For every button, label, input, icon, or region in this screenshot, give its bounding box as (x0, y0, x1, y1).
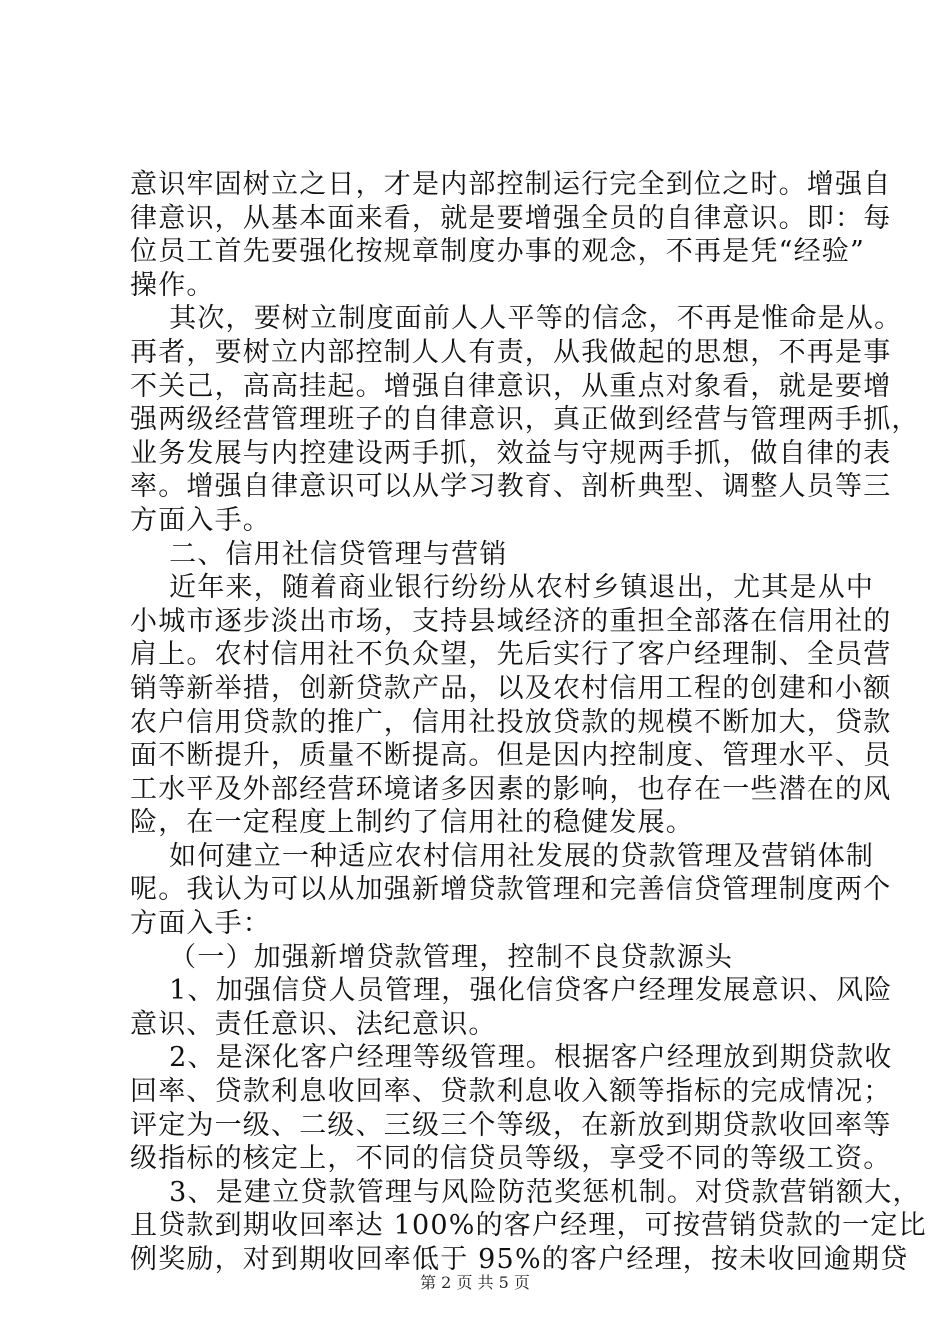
text-line: 且贷款到期收回率达 100%的客户经理，可按营销贷款的一定比 (130, 1210, 927, 1242)
text-line: 律意识，从基本面来看，就是要增强全员的自律意识。即：每 (130, 202, 892, 234)
text-line: 险，在一定程度上制约了信用社的稳健发展。 (130, 807, 694, 839)
text-line: 位员工首先要强化按规章制度办事的观念，不再是凭“经验” (130, 236, 866, 268)
text-line: 农户信用贷款的推广，信用社投放贷款的规模不断加大，贷款 (130, 706, 892, 738)
subsection-heading: （一）加强新增贷款管理，控制不良贷款源头 (130, 941, 734, 973)
text-line: 2、是深化客户经理等级管理。根据客户经理放到期贷款收 (130, 1042, 893, 1074)
text-line: 评定为一级、二级、三级三个等级，在新放到期贷款收回率等 (130, 1109, 892, 1141)
text-line: 回率、贷款利息收回率、贷款利息收入额等指标的完成情况； (130, 1076, 892, 1108)
text-line: 销等新举措，创新贷款产品，以及农村信用工程的创建和小额 (130, 672, 892, 704)
text-line: 如何建立一种适应农村信用社发展的贷款管理及营销体制 (130, 840, 875, 872)
text-line: 方面入手。 (130, 504, 271, 536)
body-text (130, 168, 927, 1277)
text-line: 呢。我认为可以从加强新增贷款管理和完善信贷管理制度两个 (130, 874, 892, 906)
text-line: 不关己，高高挂起。增强自律意识，从重点对象看，就是要增 (130, 370, 892, 402)
text-line: 例奖励，对到期收回率低于 95%的客户经理，按未收回逾期贷 (130, 1244, 909, 1275)
text-line: 面不断提升，质量不断提高。但是因内控制度、管理水平、员 (130, 740, 892, 772)
text-line: 业务发展与内控建设两手抓，效益与守规两手抓，做自律的表 (130, 437, 892, 469)
text-line: 小城市逐步淡出市场，支持县域经济的重担全部落在信用社的 (130, 605, 892, 637)
text-line: 工水平及外部经营环境诸多因素的影响，也存在一些潜在的风 (130, 773, 892, 805)
page-footer: 第 2 页 共 5 页 (420, 1273, 530, 1292)
text-line: 肩上。农村信用社不负众望，先后实行了客户经理制、全员营 (130, 639, 892, 671)
text-line: 1、加强信贷人员管理，强化信贷客户经理发展意识、风险 (130, 975, 893, 1007)
text-line: 近年来，随着商业银行纷纷从农村乡镇退出，尤其是从中 (130, 572, 875, 604)
text-line: 方面入手： (130, 908, 271, 940)
text-line: 级指标的核定上，不同的信贷员等级，享受不同的等级工资。 (130, 1143, 892, 1175)
text-line: 意识牢固树立之日，才是内部控制运行完全到位之时。增强自 (130, 169, 892, 200)
text-line: 3、是建立贷款管理与风险防范奖惩机制。对贷款营销额大， (130, 1176, 921, 1208)
text-line: 强两级经营管理班子的自律意识，真正做到经营与管理两手抓， (130, 404, 920, 436)
text-line: 操作。 (130, 269, 215, 301)
section-heading: 二、信用社信贷管理与营销 (130, 538, 508, 570)
text-line: 意识、责任意识、法纪意识。 (130, 1008, 497, 1040)
text-line: 再者，要树立内部控制人人有责，从我做起的思想，不再是事 (130, 336, 892, 368)
text-line: 其次，要树立制度面前人人平等的信念，不再是惟命是从。 (130, 303, 903, 335)
text-line: 率。增强自律意识可以从学习教育、剖析典型、调整人员等三 (130, 471, 892, 503)
